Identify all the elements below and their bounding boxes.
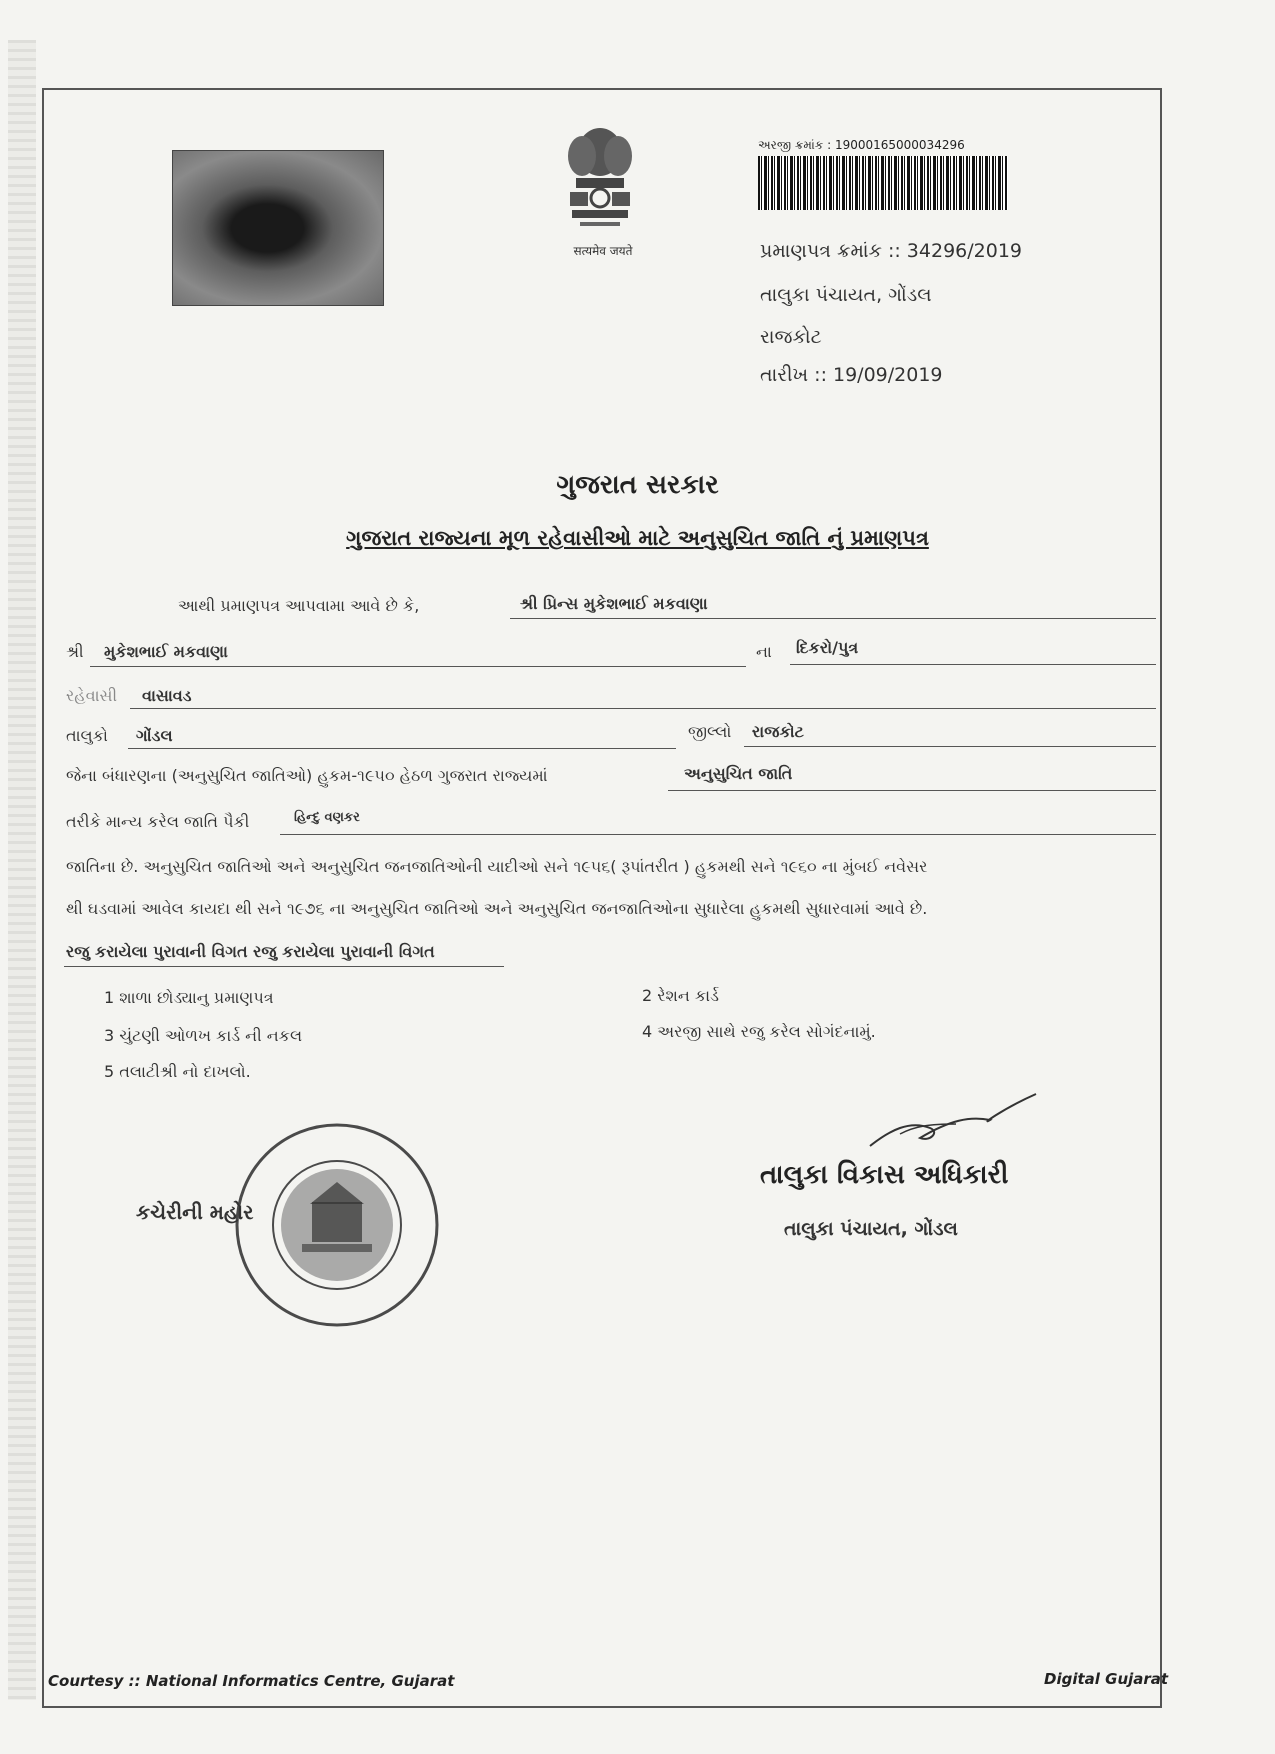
scan-edge-noise <box>8 40 36 1700</box>
intro-text: આથી પ્રમાણપત્ર આપવામા આવે છે કે, <box>178 596 420 615</box>
legal-paragraph-line-2: થી ઘડવામાં આવેલ કાયદા થી સને ૧૯૭૬ ના અનુસુચિત જાતિઓ અને અનુસુચિત જનજાતિઓના સુધારેલા હુકમથી સુધારવામાં આવે છે. <box>66 899 928 918</box>
emblem-motto: सत्यमेव जयते <box>573 244 633 258</box>
evidence-heading: રજુ કરાયેલા પુરાવાની વિગત રજુ કરાયેલા પુરાવાની વિગત <box>66 942 435 961</box>
certificate-title: ગુજરાત રાજ્યના મૂળ રહેવાસીઓ માટે અનુસુચિત જાતિ નું પ્રમાણપત્ર <box>346 526 929 550</box>
category-value: અનુસુચિત જાતિ <box>684 764 793 783</box>
resident-label: રહેવાસી <box>66 686 118 705</box>
taluka-value: ગોંડલ <box>136 726 173 745</box>
caste-underline <box>280 834 1156 835</box>
evidence-item-3: 3 ચુંટણી ઓળખ કાર્ડ ની નકલ <box>104 1026 303 1045</box>
recognized-label: તરીકે માન્ય કરેલ જાતિ પૈકી <box>66 812 250 831</box>
district-label: જીલ્લો <box>688 722 732 741</box>
taluka-underline <box>128 748 676 749</box>
signature-mark <box>860 1090 1040 1160</box>
signatory-office: તાલુકા પંચાયત, ગોંડલ <box>784 1218 958 1240</box>
evidence-item-4: 4 અરજી સાથે રજુ કરેલ સોગંદનામું. <box>642 1022 876 1041</box>
issue-date: તારીખ :: 19/09/2019 <box>760 364 943 386</box>
government-title: ગુજરાત સરકાર <box>556 470 719 500</box>
category-underline <box>668 790 1156 791</box>
relation-underline <box>790 664 1156 665</box>
footer-brand: Digital Gujarat <box>1044 1670 1169 1688</box>
taluka-label: તાલુકો <box>66 726 108 745</box>
seal-label: કચેરીની મહોર <box>136 1200 254 1224</box>
issuing-district: રાજકોટ <box>760 326 822 348</box>
district-underline <box>744 746 1156 747</box>
footer-courtesy: Courtesy :: National Informatics Centre, Gujarat <box>48 1672 455 1690</box>
national-emblem-icon <box>552 122 648 242</box>
evidence-item-1: 1 શાળા છોડ્યાનુ પ્રમાણપત્ર <box>104 988 274 1007</box>
relation-value: દિકરો/પુત્ર <box>796 638 859 657</box>
resident-underline <box>130 708 1156 709</box>
resident-value: વાસાવડ <box>142 686 192 705</box>
certificate-number: પ્રમાણપત્ર ક્રમાંક :: 34296/2019 <box>760 240 1022 262</box>
signatory-title: તાલુકા વિકાસ અધિકારી <box>760 1160 1009 1190</box>
applicant-name: શ્રી પ્રિન્સ મુકેશભાઈ મકવાણા <box>520 594 708 613</box>
constitution-text: જેના બંધારણના (અનુસુચિત જાતિઓ) હુકમ-૧૯૫૦ હેઠળ ગુજરાત રાજ્યમાં <box>66 766 548 785</box>
evidence-item-5: 5 તલાટીશ્રી નો દાખલો. <box>104 1062 251 1081</box>
father-name: મુકેશભાઈ મકવાણા <box>104 642 228 661</box>
office-seal-icon <box>232 1120 442 1330</box>
evidence-item-2: 2 રેશન કાર્ડ <box>642 986 719 1005</box>
father-name-underline <box>90 666 746 667</box>
caste-value: હિન્દુ વણકર <box>294 810 360 825</box>
evidence-heading-underline <box>64 966 504 967</box>
legal-paragraph-line-1: જાતિના છે. અનુસુચિત જાતિઓ અને અનુસુચિત જનજાતિઓની યાદીઓ સને ૧૯૫૬( રૂપાંતરીત ) હુકમથી સને ૧૯૬૦ ના મુંબઈ નવેસર <box>66 857 928 876</box>
district-value: રાજકોટ <box>752 722 804 741</box>
barcode <box>758 156 1008 210</box>
na-label: ના <box>756 642 772 661</box>
applicant-photo <box>172 150 384 306</box>
issuing-office: તાલુકા પંચાયત, ગોંડલ <box>760 284 932 306</box>
shri-label: શ્રી <box>66 642 84 661</box>
application-number: અરજી ક્રમાંક : 19000165000034296 <box>758 138 965 152</box>
applicant-name-underline <box>510 618 1156 619</box>
